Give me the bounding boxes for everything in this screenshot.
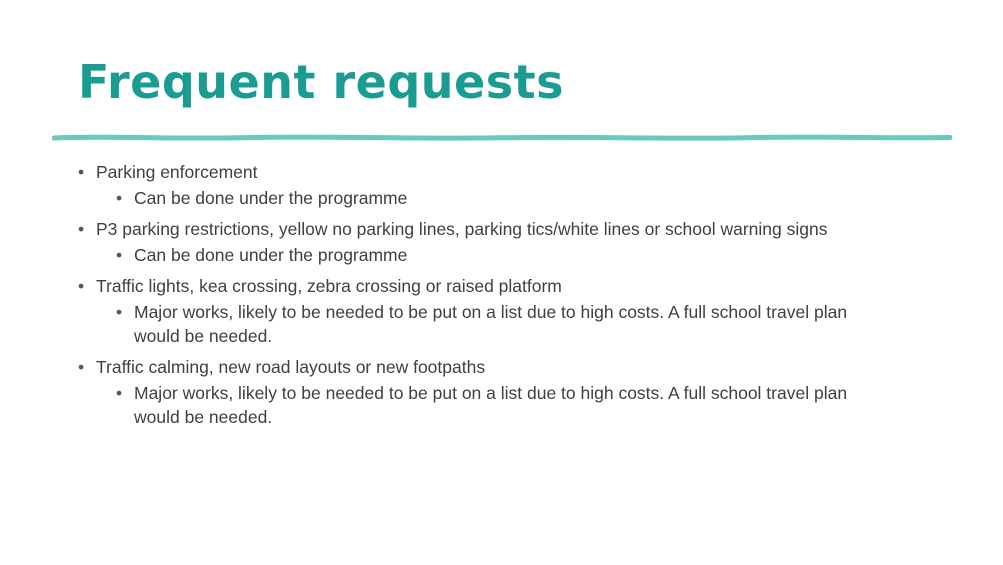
list-item <box>78 160 958 210</box>
title-divider <box>52 131 952 145</box>
sub-list <box>96 186 958 210</box>
list-item <box>78 355 958 429</box>
sub-list-item <box>96 186 879 210</box>
sub-list-item <box>96 243 879 267</box>
divider-stroke <box>54 137 950 138</box>
sub-list-item-text: Major works, likely to be needed to be put on a list due to high costs. A full school travel plan would be needed. <box>134 302 848 346</box>
sub-list-item <box>96 300 879 348</box>
bullet-icon: • <box>116 383 123 403</box>
request-list <box>78 160 958 436</box>
bullet-icon: • <box>116 188 123 208</box>
sub-list <box>96 243 958 267</box>
list-item <box>78 217 958 267</box>
sub-list-item-text: Can be done under the programme <box>134 188 408 208</box>
bullet-icon: • <box>116 245 123 265</box>
sub-list-item-text: Major works, likely to be needed to be put on a list due to high costs. A full school travel plan would be needed. <box>134 383 848 427</box>
sub-list-item <box>96 381 879 429</box>
list-item-text: Traffic lights, kea crossing, zebra crossing or raised platform <box>96 276 562 296</box>
list-item-text: P3 parking restrictions, yellow no parking lines, parking tics/white lines or school warning signs <box>96 219 828 239</box>
bullet-icon: • <box>78 276 85 296</box>
list-item <box>78 274 958 348</box>
bullet-icon: • <box>116 302 123 322</box>
list-item-text: Traffic calming, new road layouts or new footpaths <box>96 357 486 377</box>
list-item-text: Parking enforcement <box>96 162 258 182</box>
bullet-icon: • <box>78 357 85 377</box>
sub-list-item-text: Can be done under the programme <box>134 245 408 265</box>
slide-title: Frequent requests <box>78 55 564 109</box>
sub-list <box>96 300 958 348</box>
bullet-icon: • <box>78 162 85 182</box>
bullet-icon: • <box>78 219 85 239</box>
sub-list <box>96 381 958 429</box>
